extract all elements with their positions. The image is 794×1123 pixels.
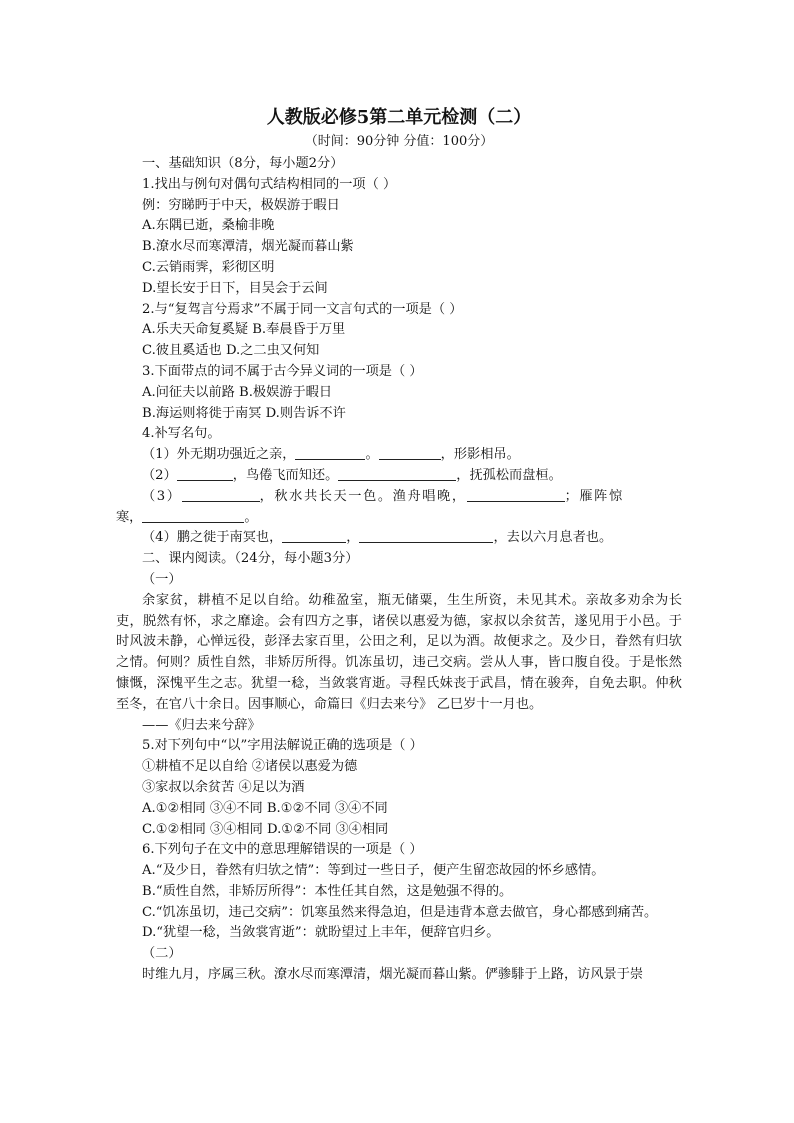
passage-2-text: 时维九月，序属三秋。潦水尽而寒潭清，烟光凝而暮山紫。俨骖騑于上路，访风景于崇 <box>142 967 644 983</box>
answer-blank[interactable] <box>177 466 233 481</box>
question-3-options-cd: B.海运则将徙于南冥 D.则告诉不许 <box>142 405 346 421</box>
answer-blank[interactable] <box>359 528 493 543</box>
question-4-line-3 <box>116 487 682 508</box>
fill-text: ；雁阵惊 <box>564 488 624 504</box>
fill-text: （1）外无期功强近之亲， <box>142 447 296 463</box>
question-2-stem: 2.与“复驾言兮焉求”不属于同一文言句式的一项是（ ） <box>142 301 463 317</box>
fill-text: ，形影相吊。 <box>440 447 520 463</box>
fill-text: （3） <box>142 488 182 504</box>
fill-text: （2） <box>142 467 177 483</box>
section-heading-reading: 二、课内阅读。（24分，每小题3分） <box>142 551 359 567</box>
question-6-stem: 6.下列句子在文中的意思理解错误的一项是（ ） <box>142 842 423 858</box>
passage-1-label: （一） <box>142 571 182 587</box>
question-6-option-c: C.“饥冻虽切，违己交病”：饥寒虽然来得急迫，但是违背本意去做官，身心都感到痛苦。 <box>142 904 658 920</box>
question-2-options-ab: A.乐夫天命复奚疑 B.奉晨昏于万里 <box>142 322 346 338</box>
question-1-option-a: A.东隅已逝，桑榆非晚 <box>142 218 275 234</box>
fill-text: ， <box>346 530 360 546</box>
exam-page <box>116 104 682 986</box>
answer-blank[interactable] <box>338 466 456 481</box>
question-6-option-a: A.“及少日，眷然有归欤之情”：等到过一些日子，便产生留恋故园的怀乡感情。 <box>142 863 605 879</box>
fill-text: ，抚孤松而盘桓。 <box>456 467 562 483</box>
fill-text: （4）鹏之徙于南冥也， <box>142 530 283 546</box>
passage-2-label: （二） <box>142 946 182 962</box>
answer-blank[interactable] <box>182 487 260 502</box>
question-2-options-cd: C.彼且奚适也 D.之二虫又何知 <box>142 343 320 359</box>
question-4-line-1 <box>116 445 682 466</box>
fill-text: 。 <box>244 509 258 525</box>
fill-text: 。 <box>365 447 379 463</box>
answer-blank[interactable] <box>467 487 565 502</box>
answer-blank[interactable] <box>379 445 441 460</box>
answer-blank[interactable] <box>142 508 244 523</box>
question-1-example: 例：穷睇眄于中天，极娱游于暇日 <box>142 197 340 213</box>
question-1-option-d: D.望长安于日下，目吴会于云间 <box>142 280 328 296</box>
question-4-line-2 <box>116 466 682 487</box>
question-5-options-cd: C.①②相同 ③④相同 D.①②不同 ③④相同 <box>142 821 389 837</box>
question-1-stem: 1.找出与例句对偶句式结构相同的一项（ ） <box>142 176 397 192</box>
fill-text: ，鸟倦飞而知还。 <box>232 467 339 483</box>
page-title: 人教版必修5第二单元检测（二） <box>266 107 532 128</box>
section-heading-basics: 一、基础知识（8分，每小题2分） <box>142 156 344 171</box>
question-5-options-ab: A.①②相同 ③④不同 B.①②不同 ③④不同 <box>142 800 388 816</box>
question-4-line-4 <box>116 528 682 549</box>
fill-text: 寒， <box>116 509 143 525</box>
question-5-sentences-1: ①耕植不足以自给 ②诸侯以惠爱为德 <box>142 759 358 775</box>
question-3-stem: 3.下面带点的词不属于古今异义词的一项是（ ） <box>142 363 423 379</box>
question-1-option-b: B.潦水尽而寒潭清，烟光凝而暮山紫 <box>142 239 354 255</box>
fill-text: ，秋水共长天一色。渔舟唱晚， <box>259 488 467 504</box>
question-3-options-ab: A.问征夫以前路 B.极娱游于暇日 <box>142 384 333 400</box>
question-1-option-c: C.云销雨霁，彩彻区明 <box>142 259 275 275</box>
answer-blank[interactable] <box>295 445 365 460</box>
passage-1-text: 余家贫，耕植不足以自给。幼稚盈室，瓶无储粟，生生所资，未见其术。亲故多劝余为长吏，脱然有怀，求之靡途。会有四方之事，诸侯以惠爱为德，家叔以余贫苦，遂见用于小邑。于时风波未静，心惮远役，彭泽去家百里，公田之利，足以为酒。故便求之。及少日，眷然有归欤之情。何则？质性自然，非矫厉所得。饥冻虽切，违己交病。尝从人事，皆口腹自役。于是怅然慷慨，深愧平生之志。犹望一稔，当敛裳宵逝。寻程氏妹丧于武昌，情在骏奔，自免去职。仲秋至冬，在官八十余日。因事顺心，命篇曰《归去来兮》 乙巳岁十一月也。 <box>116 592 682 712</box>
question-4-stem: 4.补写名句。 <box>142 426 221 442</box>
answer-blank[interactable] <box>282 528 346 543</box>
passage-1-source: ——《归去来兮辞》 <box>142 717 261 733</box>
question-5-stem: 5.对下列句中“以”字用法解说正确的选项是（ ） <box>142 738 423 754</box>
question-4-line-3-cont <box>116 508 682 529</box>
exam-info: （时间：90分钟 分值：100分） <box>304 134 494 149</box>
question-6-option-b: B.“质性自然，非矫厉所得”：本性任其自然，这是勉强不得的。 <box>142 883 513 899</box>
fill-text: ，去以六月息者也。 <box>493 530 613 546</box>
question-6-option-d: D.“犹望一稔，当敛裳宵逝”：就盼望过上丰年，便辞官归乡。 <box>142 925 500 941</box>
question-5-sentences-2: ③家叔以余贫苦 ④足以为酒 <box>142 779 305 795</box>
